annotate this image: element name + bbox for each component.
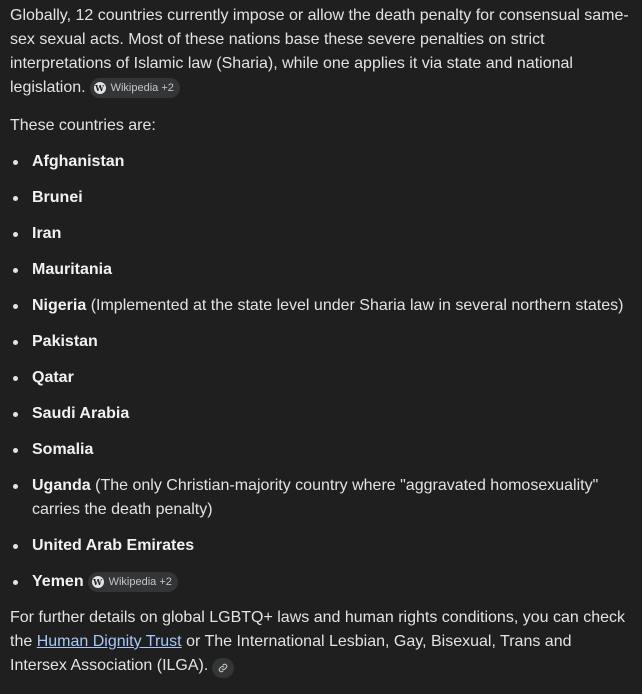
country-name: Brunei [32, 189, 83, 206]
list-item [10, 186, 632, 210]
country-name: Saudi Arabia [32, 405, 130, 422]
country-name: United Arab Emirates [32, 537, 195, 554]
list-item [10, 294, 632, 318]
list-lead: These countries are: [10, 117, 156, 134]
country-note: (Implemented at the state level under Sharia law in several northern states) [86, 297, 624, 314]
outro-text-after: or The International Lesbian, Gay, Bisexual, Trans and Intersex Association (ILGA). [10, 633, 572, 674]
country-name: Pakistan [32, 333, 98, 350]
wikipedia-icon: W [93, 577, 103, 587]
source-chip-label: Wikipedia +2 [110, 82, 174, 94]
country-note: (The only Christian-majority country where "aggravated homosexuality" carries the death penalty) [32, 477, 599, 518]
outro-paragraph [10, 606, 632, 678]
list-item [10, 366, 632, 390]
link-icon [218, 663, 228, 673]
country-name: Uganda [32, 477, 91, 494]
list-item [10, 474, 632, 522]
country-name: Iran [32, 225, 62, 242]
country-list [10, 150, 632, 594]
human-dignity-trust-link[interactable]: Human Dignity Trust [36, 633, 182, 650]
link-chip[interactable] [212, 658, 234, 678]
intro-text: Globally, 12 countries currently impose or allow the death penalty for consensual same-sex sexual acts. Most of these nations base these severe penalties on strict interpretations of Islamic law (Sharia), while one applies it via state and national legislation. [10, 7, 629, 96]
list-item [10, 330, 632, 354]
source-chip[interactable] [88, 572, 178, 592]
country-name: Nigeria [32, 297, 87, 314]
intro-paragraph [10, 4, 632, 100]
list-item [10, 534, 632, 558]
country-name: Yemen [32, 573, 84, 590]
source-chip-label: Wikipedia +2 [108, 576, 172, 588]
list-item [10, 222, 632, 246]
country-name: Qatar [32, 369, 74, 386]
list-item [10, 258, 632, 282]
list-item [10, 438, 632, 462]
list-item [10, 402, 632, 426]
list-item [10, 150, 632, 174]
list-item [10, 570, 632, 594]
source-chip[interactable] [90, 78, 180, 98]
wikipedia-icon: W [95, 83, 105, 93]
country-name: Somalia [32, 441, 94, 458]
country-name: Mauritania [32, 261, 113, 278]
country-name: Afghanistan [32, 153, 125, 170]
outro-text-before: For further details on global LGBTQ+ laws and human rights conditions, you can check the [10, 609, 625, 650]
